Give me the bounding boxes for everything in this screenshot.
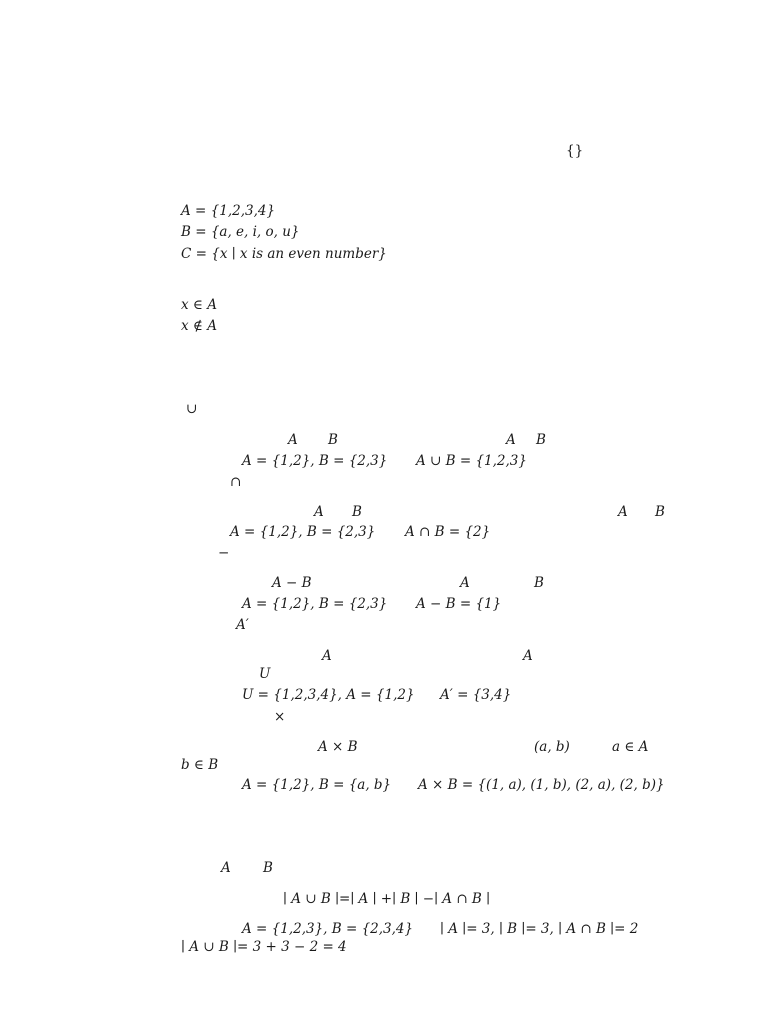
complement-text-b: A — [523, 648, 533, 664]
difference-text-b: A — [460, 575, 470, 591]
union-text-d: B — [536, 432, 546, 448]
membership-in: x ∈ A — [181, 297, 217, 313]
cartesian-symbol: × — [274, 709, 286, 725]
ie-result: ∣ A ∪ B ∣= 3 + 3 − 2 = 4 — [181, 939, 347, 955]
intersection-example: A = {1,2}, B = {2,3} — [230, 524, 376, 540]
complement-universe: U — [259, 666, 271, 682]
ie-counts: ∣ A ∣= 3, ∣ B ∣= 3, ∣ A ∩ B ∣= 2 — [440, 921, 639, 937]
set-b-definition: B = {a, e, i, o, u} — [181, 224, 300, 240]
union-result: A ∪ B = {1,2,3} — [416, 453, 527, 469]
ie-example: A = {1,2,3}, B = {2,3,4} — [242, 921, 414, 937]
intersection-text-c: A — [618, 504, 628, 520]
membership-not-in: x ∉ A — [181, 318, 217, 334]
union-example: A = {1,2}, B = {2,3} — [242, 453, 388, 469]
intersection-text-a: A — [314, 504, 324, 520]
set-a-definition: A = {1,2,3,4} — [181, 203, 276, 219]
ie-text-b: B — [263, 860, 273, 876]
union-text-a: A — [288, 432, 298, 448]
cartesian-text-a: A × B — [318, 739, 358, 755]
union-text-c: A — [506, 432, 516, 448]
cartesian-result: A × B = {(1, a), (1, b), (2, a), (2, b)} — [418, 777, 665, 793]
cartesian-text-c: a ∈ A — [612, 739, 649, 755]
set-c-definition: C = {x ∣ x is an even number} — [181, 246, 387, 262]
intersection-text-d: B — [655, 504, 665, 520]
difference-example: A = {1,2}, B = {2,3} — [242, 596, 388, 612]
difference-text-c: B — [534, 575, 544, 591]
ie-formula: ∣ A ∪ B ∣=∣ A ∣ +∣ B ∣ −∣ A ∩ B ∣ — [283, 891, 491, 907]
union-text-b: B — [328, 432, 338, 448]
empty-set: {} — [566, 143, 584, 159]
difference-text-a: A − B — [272, 575, 312, 591]
difference-symbol: − — [218, 545, 230, 561]
complement-symbol: A′ — [236, 617, 249, 633]
intersection-text-b: B — [352, 504, 362, 520]
intersection-result: A ∩ B = {2} — [405, 524, 491, 540]
cartesian-text-d: b ∈ B — [181, 757, 219, 773]
intersection-symbol: ∩ — [230, 474, 242, 490]
complement-text-a: A — [322, 648, 332, 664]
cartesian-text-b: (a, b) — [534, 739, 570, 755]
union-symbol: ∪ — [186, 401, 198, 417]
complement-result: A′ = {3,4} — [440, 687, 512, 703]
difference-result: A − B = {1} — [416, 596, 502, 612]
cartesian-example: A = {1,2}, B = {a, b} — [242, 777, 392, 793]
ie-text-a: A — [221, 860, 231, 876]
complement-example: U = {1,2,3,4}, A = {1,2} — [242, 687, 415, 703]
